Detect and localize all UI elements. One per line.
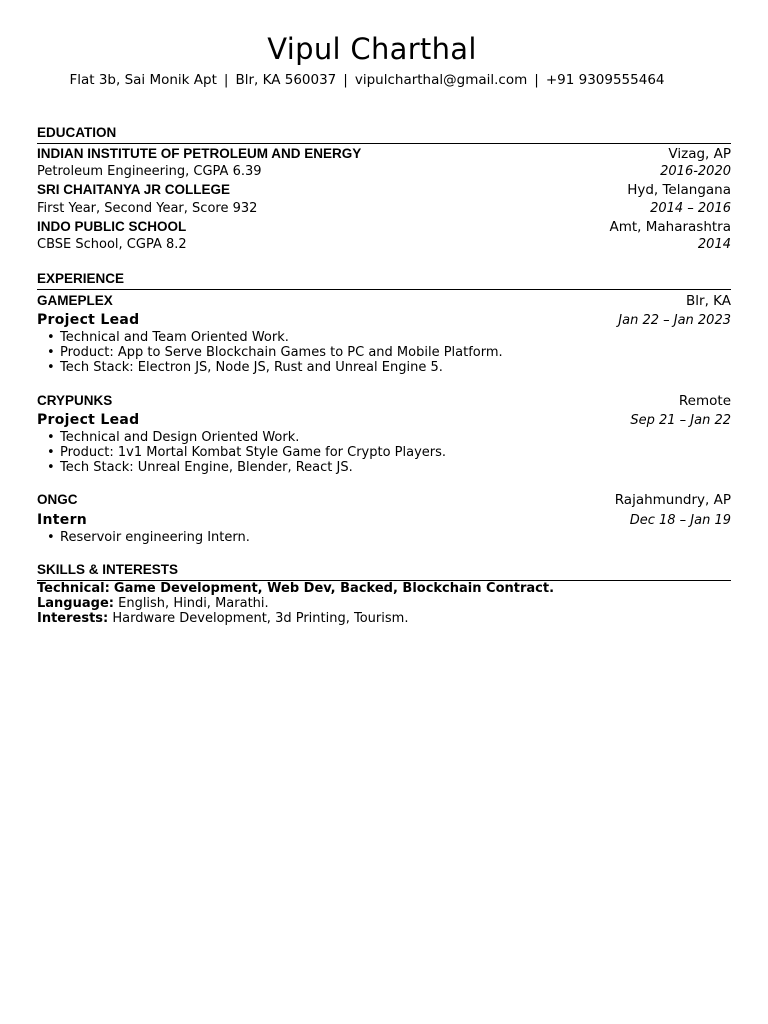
skills-label: Technical: [37,581,110,597]
language-value: English, Hindi, Marathi. [118,596,269,612]
company-name: CRYPUNKS [37,392,113,408]
skills-interests [37,612,731,627]
skills-value: Game Development, Web Dev, Backed, Blockchain Contract. [113,581,555,597]
education-dates: 2014 – 2016 [650,200,731,216]
city: Blr, KA 560037 [235,72,337,88]
school-location: Hyd, Telangana [627,182,731,199]
job-location: Rajahmundry, AP [614,492,731,509]
job-role: Project Lead [37,312,140,329]
education-entry [37,181,731,217]
school-name: SRI CHAITANYA JR COLLEGE [37,182,231,198]
education-entry [37,218,731,254]
degree-detail: CBSE School, CGPA 8.2 [37,237,187,253]
skills-section [37,561,731,626]
section-title: EDUCATION [37,124,731,144]
job-bullets [37,531,731,546]
job-dates: Dec 18 – Jan 19 [629,512,731,528]
job-location: Blr, KA [686,293,731,310]
bullet-item: • Tech Stack: Electron JS, Node JS, Rust and Unreal Engine 5. [47,361,731,376]
job-location: Remote [678,392,731,409]
education-entry [37,145,731,181]
candidate-name: Vipul Charthal [267,32,477,66]
job-dates: Sep 21 – Jan 22 [630,413,731,429]
phone: +91 9309555464 [545,72,665,88]
job-role: Project Lead [37,412,140,429]
interests-label: Interests: [37,611,109,626]
experience-section [37,270,731,545]
interests-value: Hardware Development, 3d Printing, Tourism. [112,611,409,626]
job-entry [37,291,731,376]
section-title: EXPERIENCE [37,270,731,290]
separator: | [223,72,229,88]
address: Flat 3b, Sai Monik Apt [69,72,217,88]
school-location: Vizag, AP [668,146,731,162]
bullet-item: • Product: 1v1 Mortal Kombat Style Game for Crypto Players. [47,446,731,461]
bullet-item: • Technical and Team Oriented Work. [47,331,731,346]
contact-line [0,72,734,88]
education-dates: 2014 [697,237,731,253]
job-entry [37,490,731,545]
job-bullets [37,331,731,375]
email-link[interactable]: vipulcharthal@gmail.com [354,72,528,88]
language-label: Language: [37,596,114,612]
company-name: ONGC [37,492,78,508]
separator: | [343,72,348,88]
separator: | [534,72,539,88]
education-dates: 2016-2020 [660,164,731,180]
company-name: GAMEPLEX [37,293,113,309]
school-name: INDO PUBLIC SCHOOL [37,218,187,234]
bullet-item: • Tech Stack: Unreal Engine, Blender, React JS. [47,461,731,476]
degree-detail: First Year, Second Year, Score 932 [37,200,258,216]
education-section [37,124,731,254]
job-dates: Jan 22 – Jan 2023 [618,313,731,329]
job-entry [37,391,731,476]
skills-technical [37,582,731,597]
skills-language [37,597,731,612]
resume-body [37,124,731,643]
section-title: SKILLS & INTERESTS [37,561,731,581]
job-role: Intern [37,511,88,528]
bullet-item: • Reservoir engineering Intern. [47,531,731,546]
school-name: INDIAN INSTITUTE OF PETROLEUM AND ENERGY [37,146,362,161]
bullet-item: • Technical and Design Oriented Work. [47,431,731,446]
degree-detail: Petroleum Engineering, CGPA 6.39 [37,164,262,180]
job-bullets [37,431,731,475]
bullet-item: • Product: App to Serve Blockchain Games to PC and Mobile Platform. [47,346,731,361]
school-location: Amt, Maharashtra [609,218,731,235]
